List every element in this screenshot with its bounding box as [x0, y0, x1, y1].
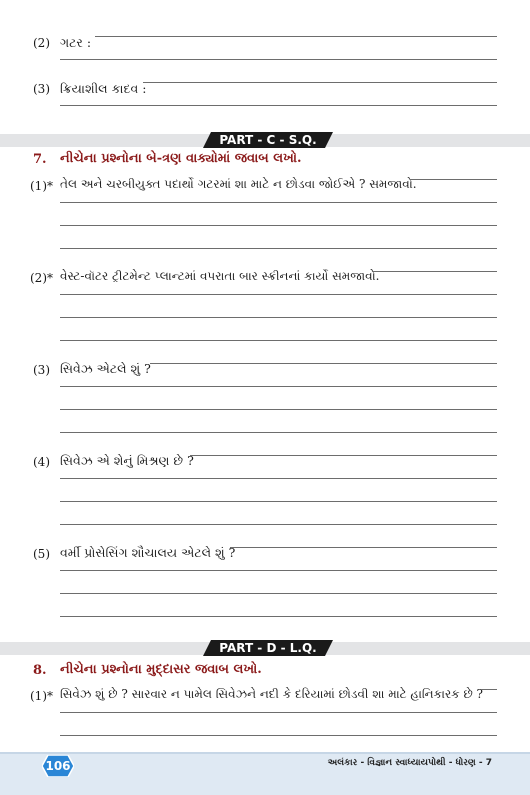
- item-text: વેસ્ટ-વૉટર ટ્રીટમેન્ટ પ્લાન્ટમાં વપરાતા બાર સ્ક્રીનનાં કાર્યો સમજાવો.: [60, 269, 380, 283]
- item-number: (3): [33, 82, 50, 96]
- item-number: (1)*: [30, 179, 53, 193]
- answer-line[interactable]: [95, 36, 497, 37]
- question-number: 8.: [33, 663, 47, 678]
- item-text: વર્મી પ્રોસેસિંગ શૌચાલય એટલે શું ?: [60, 545, 236, 560]
- answer-line[interactable]: [60, 735, 497, 736]
- answer-line[interactable]: [60, 225, 497, 226]
- question-number: 7.: [33, 152, 47, 167]
- item-text: સિવેઝ એટલે શું ?: [60, 361, 151, 376]
- answer-line[interactable]: [410, 179, 497, 180]
- answer-line[interactable]: [60, 616, 497, 617]
- item-text: સિવેઝ શું છે ? સારવાર ન પામેલ સિવેઝને નદી કે દરિયામાં છોડવી શા માટે હાનિકારક છે ?: [60, 687, 483, 701]
- answer-line[interactable]: [60, 202, 497, 203]
- footer-title: અલંકાર - વિજ્ઞાન સ્વાધ્યાયપોથી - ધોરણ - 7: [327, 758, 492, 768]
- answer-line[interactable]: [60, 294, 497, 295]
- item-text: ક્રિયાશીલ કાદવ :: [60, 81, 147, 96]
- part-c-tab: [203, 132, 333, 148]
- answer-line[interactable]: [60, 524, 497, 525]
- question-heading: નીચેના પ્રશ્નોના મુદ્દાસર જવાબ લખો.: [60, 662, 262, 677]
- item-text: ગટર :: [60, 35, 92, 50]
- answer-line[interactable]: [60, 340, 497, 341]
- answer-line[interactable]: [60, 570, 497, 571]
- item-number: (2): [33, 36, 50, 50]
- page-number: 106: [45, 759, 71, 773]
- answer-line[interactable]: [60, 386, 497, 387]
- part-d-label: PART - D - L.Q.: [219, 641, 317, 655]
- answer-line[interactable]: [60, 105, 497, 106]
- answer-line[interactable]: [481, 689, 497, 690]
- answer-line[interactable]: [150, 363, 497, 364]
- part-c-label: PART - C - S.Q.: [219, 133, 317, 147]
- item-number: (2)*: [30, 271, 53, 285]
- answer-line[interactable]: [60, 59, 497, 60]
- answer-line[interactable]: [60, 409, 497, 410]
- item-text: તેલ અને ચરબીયુક્ત પદાર્થો ગટરમાં શા માટે ન છોડવા જોઈએ ? સમજાવો.: [60, 177, 417, 191]
- item-number: (4): [33, 455, 50, 469]
- footer-stripe: [0, 752, 530, 754]
- answer-line[interactable]: [60, 432, 497, 433]
- answer-line[interactable]: [230, 547, 497, 548]
- item-number: (5): [33, 547, 50, 561]
- answer-line[interactable]: [60, 317, 497, 318]
- answer-line[interactable]: [190, 455, 497, 456]
- item-text: સિવેઝ એ શેનું મિશ્રણ છે ?: [60, 453, 194, 468]
- answer-line[interactable]: [60, 501, 497, 502]
- answer-line[interactable]: [60, 712, 497, 713]
- answer-line[interactable]: [60, 593, 497, 594]
- answer-line[interactable]: [372, 271, 497, 272]
- answer-line[interactable]: [60, 248, 497, 249]
- answer-line[interactable]: [143, 82, 497, 83]
- question-heading: નીચેના પ્રશ્નોના બે-ત્રણ વાક્યોમાં જવાબ લખો.: [60, 151, 302, 166]
- part-d-tab: [203, 640, 333, 656]
- item-number: (1)*: [30, 689, 53, 703]
- answer-line[interactable]: [60, 478, 497, 479]
- item-number: (3): [33, 363, 50, 377]
